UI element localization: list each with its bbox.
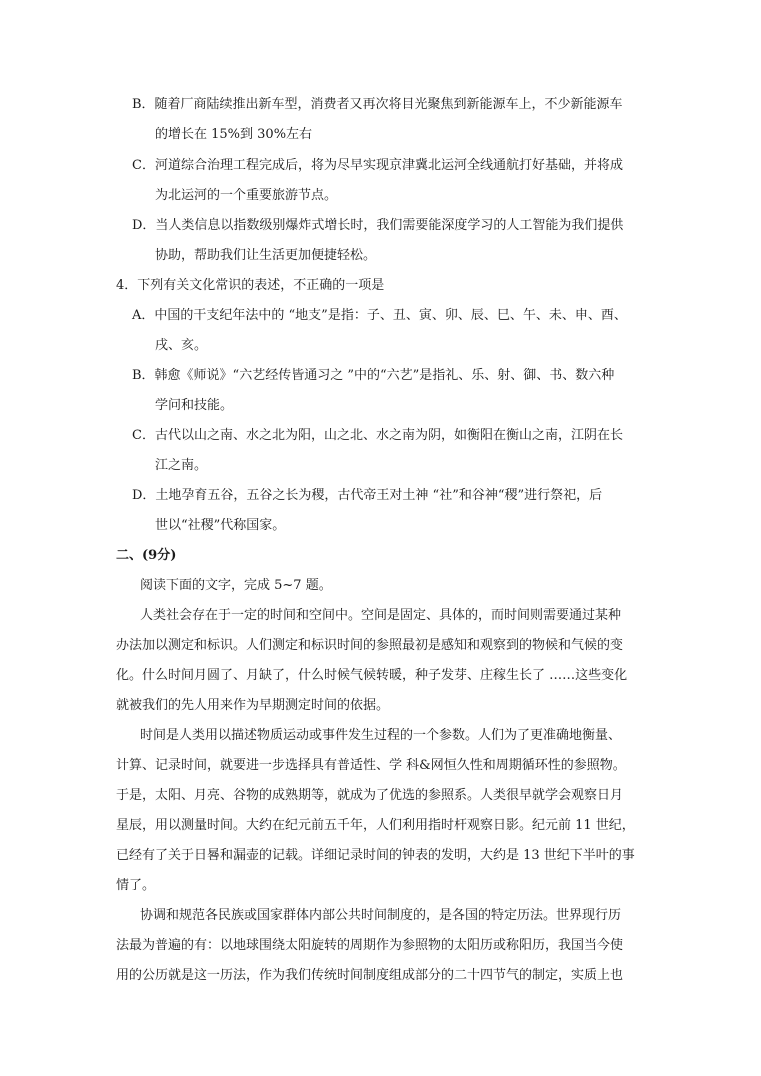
para2-line: 时间是人类用以描述物质运动或事件发生过程的一个参数。人们为了更准确地衡量、	[140, 728, 622, 743]
q4-option-d-line1: D．土地孕育五谷，五谷之长为稷，古代帝王对土神 “社”和谷神“稷”进行祭祀，后	[132, 488, 603, 503]
q4-stem: 4．下列有关文化常识的表述，不正确的一项是	[116, 278, 385, 293]
q3-option-c-line2: 为北运河的一个重要旅游节点。	[155, 188, 338, 203]
q4-option-b-line2: 学问和技能。	[155, 398, 234, 413]
q4-option-c-line2: 江之南。	[155, 458, 208, 473]
q3-option-b-line1: B．随着厂商陆续推出新车型，消费者又再次将目光聚焦到新能源车上，不少新能源车	[132, 97, 623, 112]
para1-line: 人类社会存在于一定的时间和空间中。空间是固定、具体的，而时间则需要通过某种	[140, 608, 622, 623]
section-instruction: 阅读下面的文字，完成 5~7 题。	[140, 578, 332, 593]
para1-line: 就被我们的先人用来作为早期测定时间的依据。	[116, 698, 390, 713]
q3-option-d-line2: 协助，帮助我们让生活更加便捷轻松。	[155, 248, 377, 263]
q4-option-c-line1: C．古代以山之南、水之北为阳，山之北、水之南为阴，如衡阳在衡山之南，江阴在长	[132, 428, 623, 443]
para1-line: 化。什么时间月圆了、月缺了，什么时候气候转暖，种子发芽、庄稼生长了 ……这些变化	[116, 668, 628, 683]
q4-option-a-line1: A．中国的干支纪年法中的 “地支”是指：子、丑、寅、卯、辰、巳、午、未、申、酉、	[132, 308, 627, 323]
section-heading: 二、(9分)	[116, 548, 177, 563]
para3-line: 用的公历就是这一历法，作为我们传统时间制度组成部分的二十四节气的制定，实质上也	[116, 968, 624, 983]
q4-option-b-line1: B．韩愈《师说》“六艺经传皆通习之 ”中的“六艺”是指礼、乐、射、御、书、数六种	[132, 368, 615, 383]
para3-line: 法最为普遍的有：以地球围绕太阳旋转的周期作为参照物的太阳历或称阳历，我国当今使	[116, 938, 624, 953]
para2-line: 已经有了关于日晷和漏壶的记载。详细记录时间的钟表的发明，大约是 13 世纪下半叶的事	[116, 848, 635, 863]
q4-option-a-line2: 戌、亥。	[155, 338, 208, 353]
para3-line: 协调和规范各民族或国家群体内部公共时间制度的，是各国的特定历法。世界现行历	[140, 908, 622, 923]
para1-line: 办法加以测定和标识。人们测定和标识时间的参照最初是感知和观察到的物候和气候的变	[116, 638, 624, 653]
para2-line: 计算、记录时间，就要进一步选择具有普适性、学 科&网恒久性和周期循环性的参照物。	[116, 758, 626, 773]
q3-option-d-line1: D．当人类信息以指数级别爆炸式增长时，我们需要能深度学习的人工智能为我们提供	[132, 218, 624, 233]
q3-option-b-line2: 的增长在 15%到 30%左右	[155, 127, 313, 142]
q3-option-c-line1: C．河道综合治理工程完成后，将为尽早实现京津冀北运河全线通航打好基础，并将成	[132, 158, 623, 173]
para2-line: 于是，太阳、月亮、谷物的成熟期等，就成为了优选的参照系。人类很早就学会观察日月	[116, 788, 624, 803]
para2-line: 星辰，用以测量时间。大约在纪元前五千年，人们利用指时杆观察日影。纪元前 11 世纪，	[116, 818, 635, 833]
q4-option-d-line2: 世以“社稷”代称国家。	[155, 518, 286, 533]
para2-line: 情了。	[116, 878, 156, 893]
